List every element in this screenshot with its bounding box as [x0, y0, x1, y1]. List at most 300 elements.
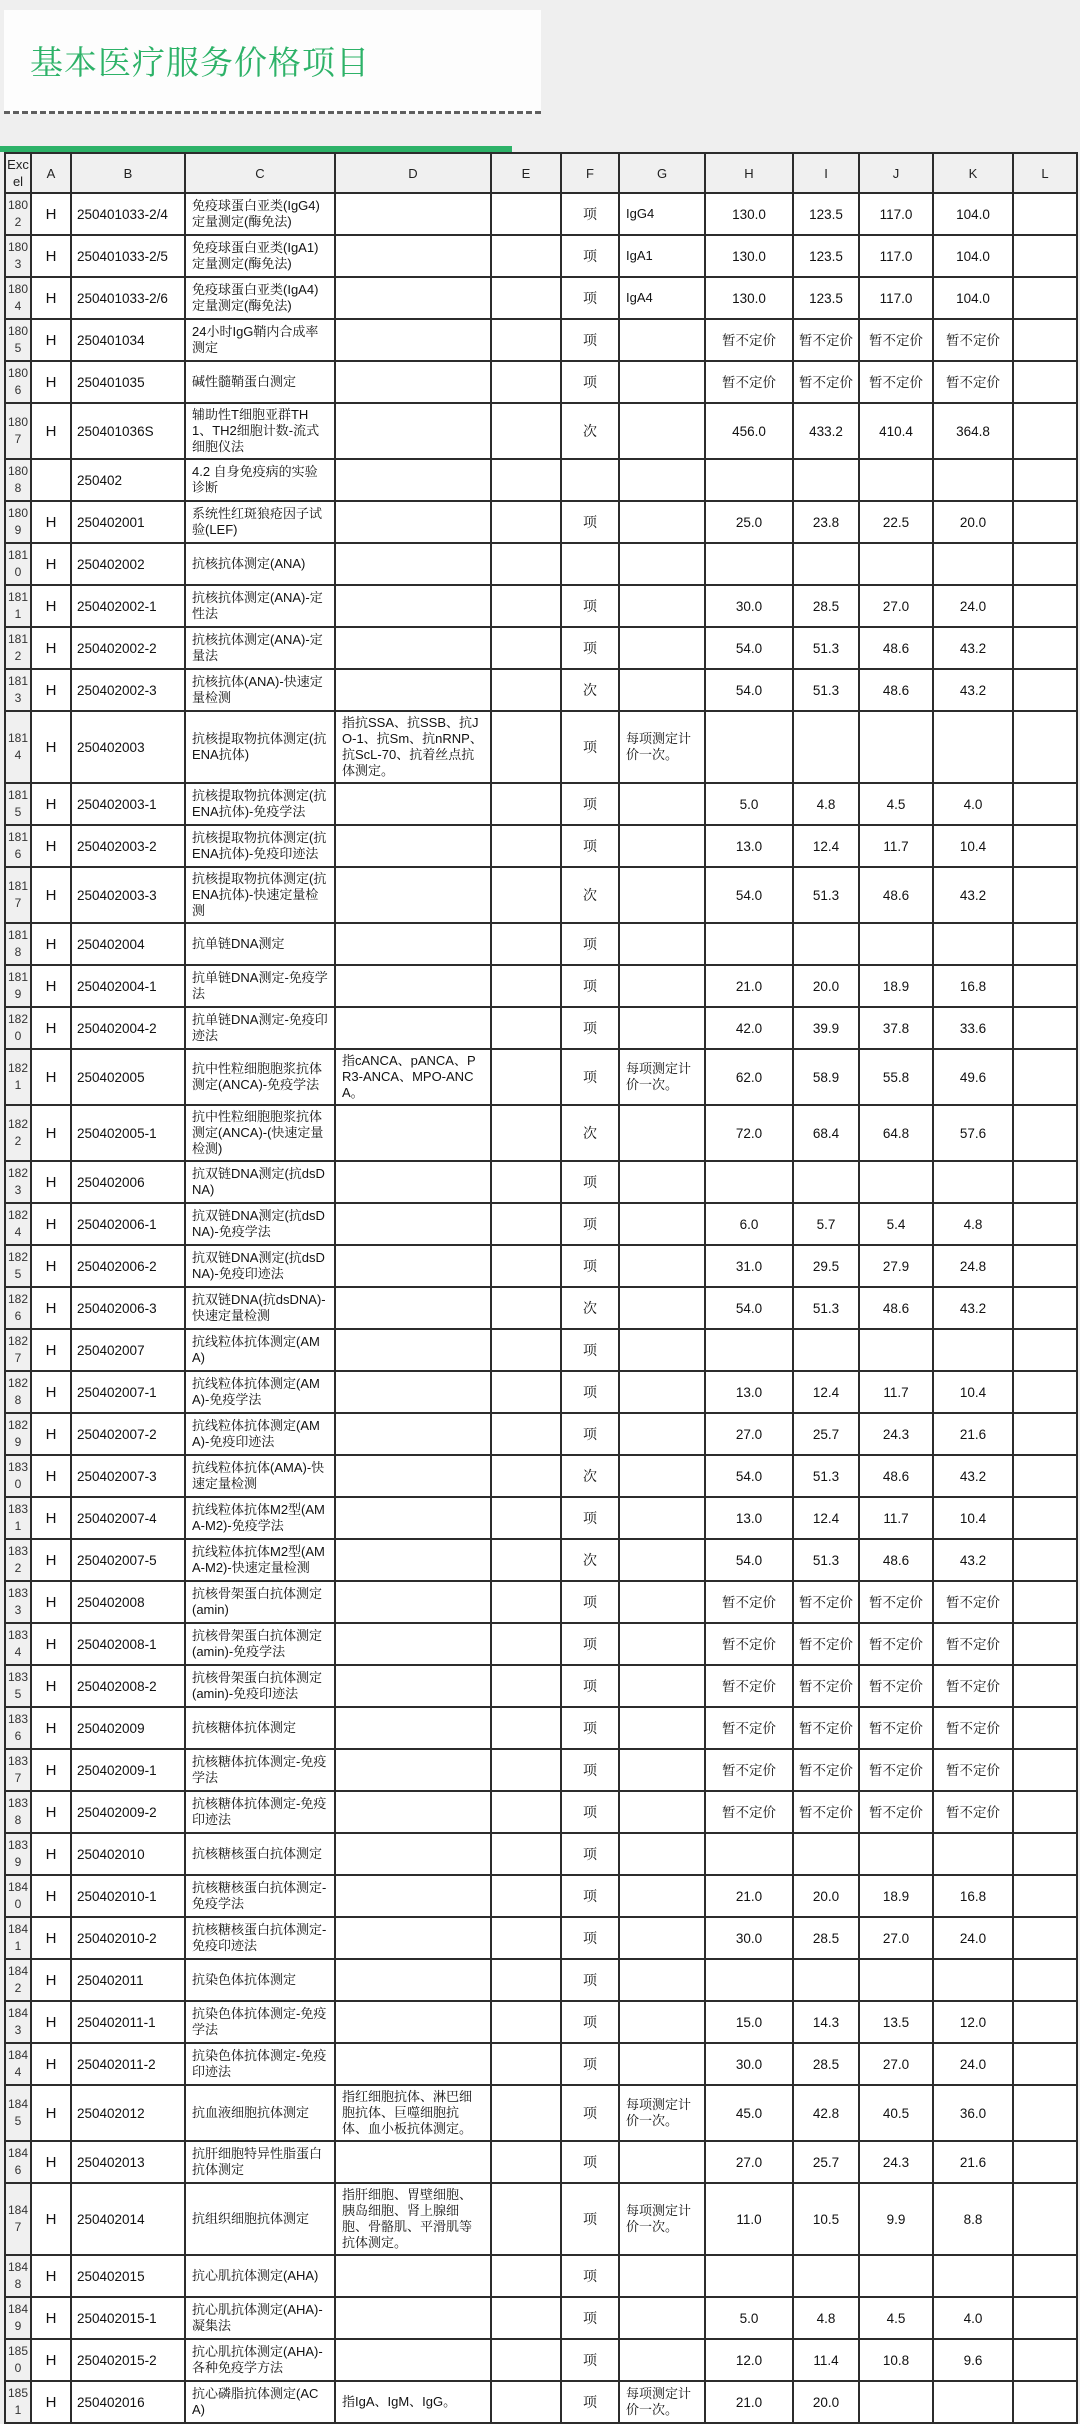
cell-b: 250402016: [71, 2381, 185, 2423]
cell-excel: 1824: [5, 1203, 31, 1245]
cell-b: 250402009-1: [71, 1749, 185, 1791]
cell-j: 27.0: [859, 1917, 933, 1959]
cell-i: [793, 1833, 859, 1875]
cell-c: 抗线粒体抗体测定(AMA)-免疫学法: [185, 1371, 335, 1413]
cell-i: 123.5: [793, 235, 859, 277]
cell-c: 抗双链DNA(抗dsDNA)-快速定量检测: [185, 1287, 335, 1329]
cell-f: 项: [561, 1203, 619, 1245]
cell-e: [491, 1203, 561, 1245]
table-row: [5, 2183, 1077, 2255]
cell-e: [491, 923, 561, 965]
cell-l: [1013, 1371, 1077, 1413]
cell-f: 项: [561, 627, 619, 669]
cell-g: [619, 543, 705, 585]
cell-l: [1013, 1749, 1077, 1791]
cell-j: 48.6: [859, 1539, 933, 1581]
cell-g: [619, 1497, 705, 1539]
cell-k: 43.2: [933, 627, 1013, 669]
cell-b: 250402008-2: [71, 1665, 185, 1707]
cell-i: 暂不定价: [793, 1665, 859, 1707]
cell-l: [1013, 627, 1077, 669]
cell-b: 250402009-2: [71, 1791, 185, 1833]
cell-i: 51.3: [793, 669, 859, 711]
cell-i: [793, 1959, 859, 2001]
cell-a: H: [31, 1959, 71, 2001]
cell-j: 暂不定价: [859, 361, 933, 403]
cell-excel: 1834: [5, 1623, 31, 1665]
cell-h: 21.0: [705, 1875, 793, 1917]
cell-a: H: [31, 1203, 71, 1245]
cell-h: [705, 1959, 793, 2001]
cell-i: 25.7: [793, 1413, 859, 1455]
cell-a: H: [31, 2043, 71, 2085]
cell-k: 4.0: [933, 783, 1013, 825]
column-header-h: H: [705, 153, 793, 193]
cell-f: 项: [561, 1329, 619, 1371]
cell-h: 27.0: [705, 2141, 793, 2183]
cell-l: [1013, 2183, 1077, 2255]
cell-j: 55.8: [859, 1049, 933, 1105]
cell-excel: 1849: [5, 2297, 31, 2339]
cell-d: [335, 669, 491, 711]
cell-h: 暂不定价: [705, 1749, 793, 1791]
table-body: [5, 193, 1077, 2423]
cell-c: 24小时IgG鞘内合成率测定: [185, 319, 335, 361]
cell-d: [335, 2255, 491, 2297]
cell-b: 250402011-1: [71, 2001, 185, 2043]
cell-f: 项: [561, 361, 619, 403]
cell-a: H: [31, 501, 71, 543]
cell-h: 62.0: [705, 1049, 793, 1105]
cell-k: 57.6: [933, 1105, 1013, 1161]
cell-f: 项: [561, 277, 619, 319]
cell-b: 250402015-1: [71, 2297, 185, 2339]
cell-d: [335, 1371, 491, 1413]
cell-b: 250401036S: [71, 403, 185, 459]
cell-g: IgA1: [619, 235, 705, 277]
cell-b: 250401033-2/4: [71, 193, 185, 235]
cell-e: [491, 1245, 561, 1287]
cell-e: [491, 403, 561, 459]
cell-d: [335, 319, 491, 361]
cell-l: [1013, 585, 1077, 627]
cell-d: [335, 543, 491, 585]
cell-l: [1013, 867, 1077, 923]
cell-a: H: [31, 1623, 71, 1665]
table-row: [5, 1161, 1077, 1203]
cell-b: 250402: [71, 459, 185, 501]
cell-excel: 1828: [5, 1371, 31, 1413]
cell-d: [335, 627, 491, 669]
cell-b: 250402014: [71, 2183, 185, 2255]
cell-b: 250402007: [71, 1329, 185, 1371]
cell-i: [793, 711, 859, 783]
cell-c: 抗双链DNA测定(抗dsDNA): [185, 1161, 335, 1203]
cell-i: 51.3: [793, 1455, 859, 1497]
cell-f: 次: [561, 1105, 619, 1161]
cell-a: H: [31, 1007, 71, 1049]
cell-h: 72.0: [705, 1105, 793, 1161]
cell-excel: 1843: [5, 2001, 31, 2043]
cell-i: 123.5: [793, 277, 859, 319]
cell-h: 13.0: [705, 1497, 793, 1539]
cell-d: [335, 1749, 491, 1791]
cell-d: [335, 1161, 491, 1203]
cell-k: [933, 923, 1013, 965]
column-header-row: [5, 153, 1077, 193]
cell-j: 暂不定价: [859, 1581, 933, 1623]
table-row: [5, 965, 1077, 1007]
cell-i: 58.9: [793, 1049, 859, 1105]
cell-b: 250402010: [71, 1833, 185, 1875]
cell-b: 250402003-2: [71, 825, 185, 867]
cell-i: 5.7: [793, 1203, 859, 1245]
cell-i: 20.0: [793, 965, 859, 1007]
cell-f: 项: [561, 1917, 619, 1959]
table-row: [5, 1539, 1077, 1581]
page-header: [0, 0, 1080, 152]
table-row: [5, 2001, 1077, 2043]
cell-g: [619, 361, 705, 403]
cell-k: 24.0: [933, 2043, 1013, 2085]
cell-k: 4.8: [933, 1203, 1013, 1245]
cell-e: [491, 1917, 561, 1959]
cell-c: 抗组织细胞抗体测定: [185, 2183, 335, 2255]
cell-b: 250402004-1: [71, 965, 185, 1007]
cell-k: 暂不定价: [933, 361, 1013, 403]
cell-excel: 1814: [5, 711, 31, 783]
cell-d: [335, 1413, 491, 1455]
cell-f: 项: [561, 1413, 619, 1455]
cell-f: 项: [561, 2183, 619, 2255]
cell-c: 抗线粒体抗体M2型(AMA-M2)-快速定量检测: [185, 1539, 335, 1581]
cell-e: [491, 1455, 561, 1497]
cell-l: [1013, 2297, 1077, 2339]
cell-a: H: [31, 361, 71, 403]
cell-a: H: [31, 867, 71, 923]
cell-h: 30.0: [705, 1917, 793, 1959]
cell-h: [705, 543, 793, 585]
cell-d: [335, 1917, 491, 1959]
cell-l: [1013, 1049, 1077, 1105]
cell-g: [619, 923, 705, 965]
cell-excel: 1832: [5, 1539, 31, 1581]
cell-excel: 1821: [5, 1049, 31, 1105]
cell-h: 54.0: [705, 867, 793, 923]
cell-i: 25.7: [793, 2141, 859, 2183]
cell-g: [619, 1245, 705, 1287]
table-row: [5, 1497, 1077, 1539]
cell-e: [491, 1413, 561, 1455]
cell-c: 抗血液细胞抗体测定: [185, 2085, 335, 2141]
cell-f: 次: [561, 669, 619, 711]
cell-i: 暂不定价: [793, 319, 859, 361]
table-row: [5, 2339, 1077, 2381]
cell-d: [335, 1833, 491, 1875]
cell-j: 117.0: [859, 193, 933, 235]
cell-l: [1013, 459, 1077, 501]
cell-k: 36.0: [933, 2085, 1013, 2141]
cell-g: [619, 2255, 705, 2297]
table-row: [5, 319, 1077, 361]
cell-d: [335, 1623, 491, 1665]
cell-g: [619, 1105, 705, 1161]
cell-c: 抗核骨架蛋白抗体测定(amin)-免疫学法: [185, 1623, 335, 1665]
cell-j: 暂不定价: [859, 1749, 933, 1791]
cell-g: 每项测定计价一次。: [619, 2085, 705, 2141]
cell-i: 23.8: [793, 501, 859, 543]
cell-i: 12.4: [793, 825, 859, 867]
cell-j: [859, 459, 933, 501]
cell-h: 暂不定价: [705, 1791, 793, 1833]
cell-i: 51.3: [793, 627, 859, 669]
cell-j: 暂不定价: [859, 319, 933, 361]
cell-g: 每项测定计价一次。: [619, 711, 705, 783]
cell-k: [933, 543, 1013, 585]
cell-b: 250402006-1: [71, 1203, 185, 1245]
cell-b: 250402007-2: [71, 1413, 185, 1455]
cell-c: 碱性髓鞘蛋白测定: [185, 361, 335, 403]
cell-i: 暂不定价: [793, 1581, 859, 1623]
cell-j: 37.8: [859, 1007, 933, 1049]
cell-d: [335, 1245, 491, 1287]
table-row: [5, 627, 1077, 669]
cell-k: 16.8: [933, 1875, 1013, 1917]
cell-h: 暂不定价: [705, 1623, 793, 1665]
column-header-l: L: [1013, 153, 1077, 193]
cell-f: 项: [561, 825, 619, 867]
cell-j: 11.7: [859, 825, 933, 867]
cell-b: 250402006-2: [71, 1245, 185, 1287]
cell-d: [335, 1959, 491, 2001]
cell-d: [335, 1455, 491, 1497]
cell-f: 项: [561, 1959, 619, 2001]
table-row: [5, 1665, 1077, 1707]
cell-h: 13.0: [705, 825, 793, 867]
cell-c: 抗单链DNA测定-免疫学法: [185, 965, 335, 1007]
cell-e: [491, 1371, 561, 1413]
cell-h: [705, 2255, 793, 2297]
cell-e: [491, 2255, 561, 2297]
cell-d: [335, 361, 491, 403]
cell-j: 11.7: [859, 1497, 933, 1539]
cell-excel: 1831: [5, 1497, 31, 1539]
cell-j: 48.6: [859, 669, 933, 711]
cell-l: [1013, 1707, 1077, 1749]
cell-g: [619, 1287, 705, 1329]
cell-excel: 1808: [5, 459, 31, 501]
cell-j: 暂不定价: [859, 1791, 933, 1833]
cell-c: 4.2 自身免疫病的实验诊断: [185, 459, 335, 501]
cell-excel: 1835: [5, 1665, 31, 1707]
cell-l: [1013, 1791, 1077, 1833]
cell-c: 抗核提取物抗体测定(抗ENA抗体): [185, 711, 335, 783]
cell-d: [335, 1287, 491, 1329]
cell-excel: 1836: [5, 1707, 31, 1749]
cell-c: 抗染色体抗体测定-免疫印迹法: [185, 2043, 335, 2085]
cell-c: 抗核糖核蛋白抗体测定-免疫学法: [185, 1875, 335, 1917]
cell-h: 13.0: [705, 1371, 793, 1413]
cell-g: [619, 1749, 705, 1791]
table-row: [5, 2043, 1077, 2085]
cell-i: [793, 543, 859, 585]
cell-l: [1013, 501, 1077, 543]
cell-e: [491, 2183, 561, 2255]
cell-h: [705, 1161, 793, 1203]
cell-a: H: [31, 2085, 71, 2141]
cell-j: 40.5: [859, 2085, 933, 2141]
table-row: [5, 2297, 1077, 2339]
price-table: [4, 152, 1078, 2424]
cell-l: [1013, 403, 1077, 459]
cell-e: [491, 1049, 561, 1105]
cell-j: 18.9: [859, 965, 933, 1007]
cell-d: [335, 1707, 491, 1749]
cell-a: H: [31, 319, 71, 361]
cell-i: 暂不定价: [793, 361, 859, 403]
cell-e: [491, 501, 561, 543]
page-title: 基本医疗服务价格项目: [30, 44, 370, 81]
cell-c: 抗心肌抗体测定(AHA)-凝集法: [185, 2297, 335, 2339]
cell-h: 暂不定价: [705, 1581, 793, 1623]
cell-f: 项: [561, 501, 619, 543]
cell-excel: 1830: [5, 1455, 31, 1497]
cell-b: 250401035: [71, 361, 185, 403]
cell-e: [491, 1875, 561, 1917]
cell-d: [335, 825, 491, 867]
cell-g: [619, 2339, 705, 2381]
cell-j: 27.0: [859, 585, 933, 627]
cell-h: 30.0: [705, 2043, 793, 2085]
column-header-b: B: [71, 153, 185, 193]
table-row: [5, 361, 1077, 403]
cell-f: 项: [561, 235, 619, 277]
cell-e: [491, 2141, 561, 2183]
cell-h: 130.0: [705, 235, 793, 277]
cell-b: 250402003-3: [71, 867, 185, 923]
cell-h: 21.0: [705, 965, 793, 1007]
cell-k: [933, 1329, 1013, 1371]
cell-j: 117.0: [859, 235, 933, 277]
cell-h: 6.0: [705, 1203, 793, 1245]
cell-h: 54.0: [705, 1539, 793, 1581]
cell-g: [619, 2001, 705, 2043]
cell-g: [619, 1371, 705, 1413]
table-row: [5, 459, 1077, 501]
cell-e: [491, 1791, 561, 1833]
cell-c: 抗中性粒细胞胞浆抗体测定(ANCA)-(快速定量检测): [185, 1105, 335, 1161]
cell-h: [705, 711, 793, 783]
cell-i: 39.9: [793, 1007, 859, 1049]
cell-c: 抗中性粒细胞胞浆抗体测定(ANCA)-免疫学法: [185, 1049, 335, 1105]
column-header-g: G: [619, 153, 705, 193]
cell-f: 项: [561, 2001, 619, 2043]
cell-l: [1013, 1329, 1077, 1371]
cell-e: [491, 1623, 561, 1665]
table-row: [5, 1007, 1077, 1049]
cell-excel: 1829: [5, 1413, 31, 1455]
cell-c: 抗染色体抗体测定: [185, 1959, 335, 2001]
cell-i: 20.0: [793, 1875, 859, 1917]
cell-f: 次: [561, 867, 619, 923]
cell-l: [1013, 1245, 1077, 1287]
cell-h: [705, 1329, 793, 1371]
cell-i: 51.3: [793, 1287, 859, 1329]
cell-h: 暂不定价: [705, 319, 793, 361]
cell-l: [1013, 1875, 1077, 1917]
cell-h: 11.0: [705, 2183, 793, 2255]
cell-excel: 1838: [5, 1791, 31, 1833]
cell-h: 5.0: [705, 783, 793, 825]
cell-d: [335, 2141, 491, 2183]
cell-c: 抗单链DNA测定-免疫印迹法: [185, 1007, 335, 1049]
cell-b: 250402010-1: [71, 1875, 185, 1917]
cell-b: 250402002: [71, 543, 185, 585]
cell-b: 250402008: [71, 1581, 185, 1623]
cell-j: 13.5: [859, 2001, 933, 2043]
cell-e: [491, 627, 561, 669]
cell-a: H: [31, 277, 71, 319]
cell-g: [619, 825, 705, 867]
cell-i: 28.5: [793, 1917, 859, 1959]
cell-d: [335, 1105, 491, 1161]
cell-excel: 1837: [5, 1749, 31, 1791]
table-row: [5, 1329, 1077, 1371]
cell-c: 抗核抗体(ANA)-快速定量检测: [185, 669, 335, 711]
cell-k: [933, 711, 1013, 783]
cell-h: 54.0: [705, 669, 793, 711]
cell-excel: 1802: [5, 193, 31, 235]
table-row: [5, 1623, 1077, 1665]
cell-c: 抗线粒体抗体测定(AMA): [185, 1329, 335, 1371]
cell-i: 20.0: [793, 2381, 859, 2423]
cell-b: 250402015-2: [71, 2339, 185, 2381]
cell-c: 抗核骨架蛋白抗体测定(amin)-免疫印迹法: [185, 1665, 335, 1707]
cell-excel: 1806: [5, 361, 31, 403]
cell-h: 42.0: [705, 1007, 793, 1049]
cell-d: [335, 235, 491, 277]
cell-f: 项: [561, 1749, 619, 1791]
cell-f: 项: [561, 1875, 619, 1917]
cell-c: 抗心肌抗体测定(AHA): [185, 2255, 335, 2297]
cell-f: 项: [561, 923, 619, 965]
cell-e: [491, 1105, 561, 1161]
cell-b: 250402005: [71, 1049, 185, 1105]
table-row: [5, 825, 1077, 867]
cell-c: 抗线粒体抗体测定(AMA)-免疫印迹法: [185, 1413, 335, 1455]
cell-l: [1013, 2339, 1077, 2381]
table-row: [5, 543, 1077, 585]
cell-k: 4.0: [933, 2297, 1013, 2339]
cell-d: [335, 923, 491, 965]
cell-j: 64.8: [859, 1105, 933, 1161]
cell-l: [1013, 2381, 1077, 2423]
column-header-excel: Excel: [5, 153, 31, 193]
cell-e: [491, 1497, 561, 1539]
cell-excel: 1819: [5, 965, 31, 1007]
cell-f: 项: [561, 2141, 619, 2183]
cell-a: [31, 459, 71, 501]
cell-i: [793, 923, 859, 965]
cell-g: [619, 1329, 705, 1371]
cell-k: 49.6: [933, 1049, 1013, 1105]
cell-h: 21.0: [705, 2381, 793, 2423]
cell-k: 9.6: [933, 2339, 1013, 2381]
cell-a: H: [31, 1665, 71, 1707]
cell-e: [491, 2339, 561, 2381]
cell-c: 抗核糖体抗体测定-免疫印迹法: [185, 1791, 335, 1833]
cell-d: 指肝细胞、胃壁细胞、胰岛细胞、肾上腺细胞、骨骼肌、平滑肌等抗体测定。: [335, 2183, 491, 2255]
